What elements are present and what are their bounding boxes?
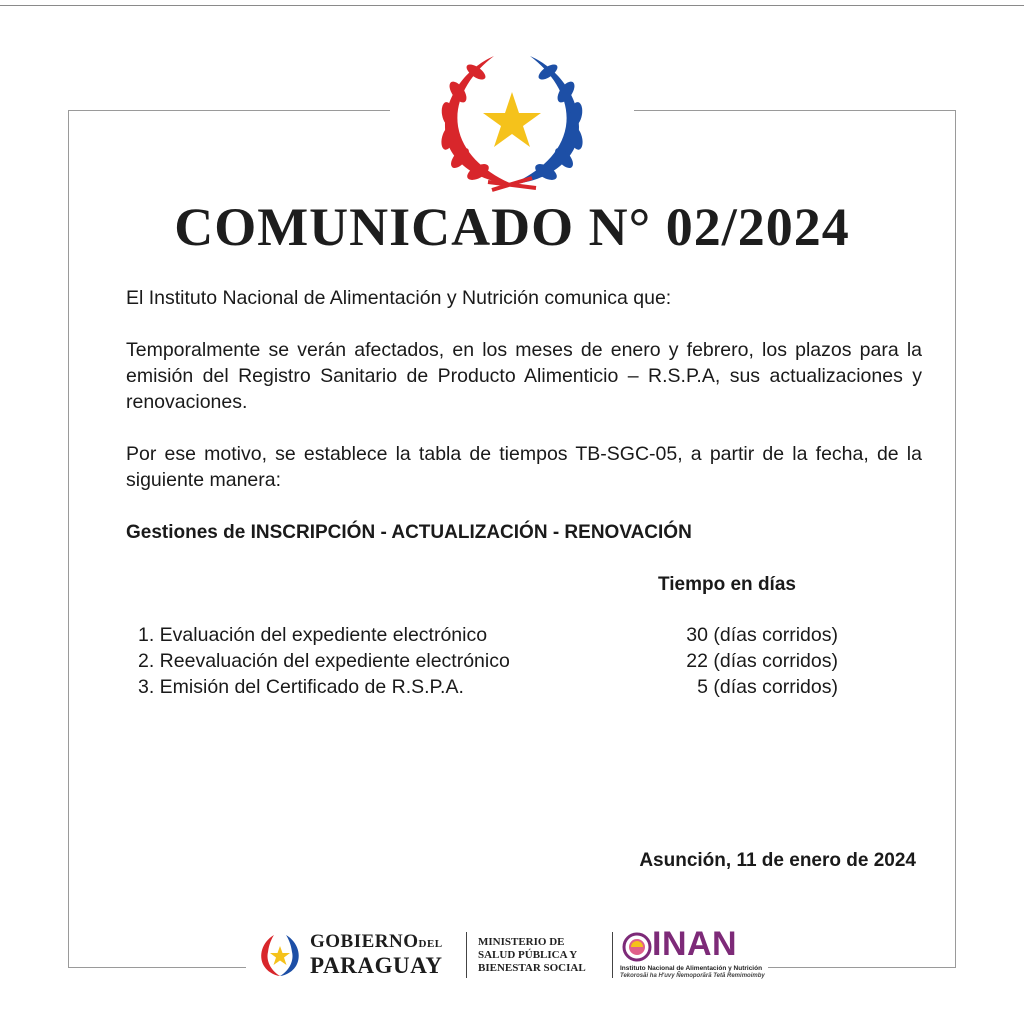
- row-time: 5 (días corridos): [697, 676, 838, 698]
- row-label: 3. Emisión del Certificado de R.S.P.A.: [138, 676, 464, 698]
- inan-logo-icon: [622, 932, 652, 962]
- footer-divider: [612, 932, 613, 978]
- gov-emblem-icon: [256, 932, 304, 978]
- table-row: [138, 650, 838, 676]
- time-column-header: Tiempo en días: [658, 574, 796, 595]
- inan-name: INAN: [652, 925, 738, 963]
- frame-bottom-right: [768, 967, 956, 968]
- ministry-line-3: BIENESTAR SOCIAL: [478, 962, 586, 974]
- paraguay-emblem-icon: [432, 52, 592, 194]
- gov-wordmark: [310, 932, 443, 978]
- table-row: [138, 676, 838, 702]
- ministry-line-2: SALUD PÚBLICA Y: [478, 949, 578, 961]
- gov-line-2: PARAGUAY: [310, 953, 443, 978]
- frame-top-left: [68, 110, 390, 111]
- footer-divider: [466, 932, 467, 978]
- signature-date: Asunción, 11 de enero de 2024: [639, 850, 916, 871]
- table-row: [138, 624, 838, 650]
- inan-guarani-subtitle: Tekorosãi ha H'uvy Ñemoporãrã Tetã Remimoimby: [620, 973, 765, 979]
- row-label: 2. Reevaluación del expediente electrónico: [138, 650, 510, 672]
- row-label: 1. Evaluación del expediente electrónico: [138, 624, 488, 646]
- inan-subtitle: Instituto Nacional de Alimentación y Nutrición: [620, 965, 763, 972]
- row-time: 22 (días corridos): [686, 650, 838, 672]
- procedures-heading: Gestiones de INSCRIPCIÓN - ACTUALIZACIÓN - RENOVACIÓN: [126, 522, 692, 543]
- top-divider: [0, 5, 1024, 6]
- gov-line-1: GOBIERNO: [310, 931, 419, 952]
- ministry-line-1: MINISTERIO DE: [478, 936, 565, 948]
- frame-bottom-left: [68, 967, 246, 968]
- ministry-wordmark: [478, 936, 586, 975]
- footer-logos: [250, 922, 765, 984]
- paragraph-2: Por ese motivo, se establece la tabla de tiempos TB-SGC-05, a partir de la fecha, de la siguiente manera:: [126, 443, 922, 491]
- gov-del: DEL: [418, 938, 443, 950]
- star-icon: [483, 92, 541, 147]
- page-title: COMUNICADO N° 02/2024: [174, 197, 850, 257]
- intro-text: El Instituto Nacional de Alimentación y Nutrición comunica que:: [126, 287, 672, 309]
- paragraph-1: Temporalmente se verán afectados, en los meses de enero y febrero, los plazos para la emisión del Registro Sanitario de Producto Alimenticio – R.S.P.A, sus actualizaciones y renovaciones.: [126, 339, 922, 413]
- frame-top-right: [634, 110, 956, 111]
- row-time: 30 (días corridos): [686, 624, 838, 646]
